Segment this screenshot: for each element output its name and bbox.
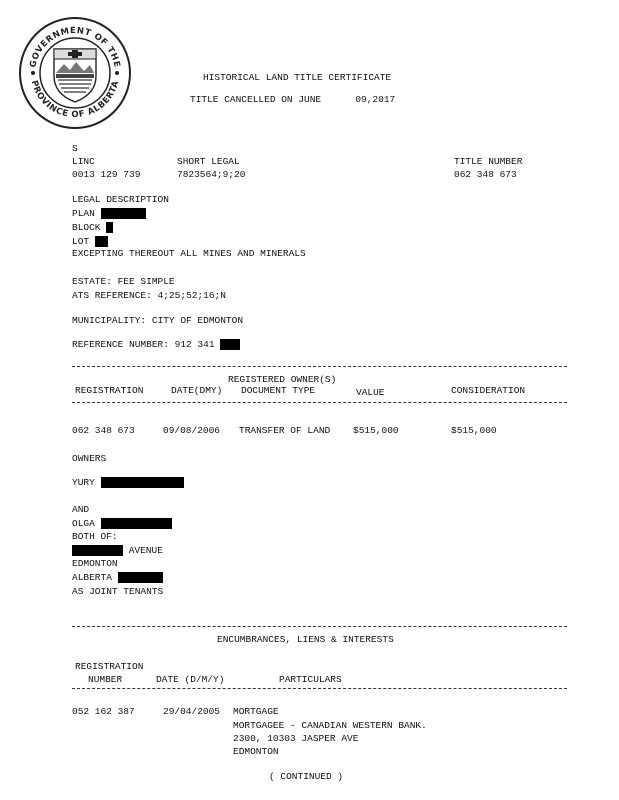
owner-reg-number: 062 348 673 xyxy=(72,425,135,436)
plan-line xyxy=(72,208,146,219)
municipality: MUNICIPALITY: CITY OF EDMONTON xyxy=(72,315,244,326)
enc-date: 29/04/2005 xyxy=(163,706,221,717)
redaction xyxy=(106,222,113,233)
col-consideration: CONSIDERATION xyxy=(451,385,526,396)
exception-text: EXCEPTING THEREOUT ALL MINES AND MINERALS xyxy=(72,248,306,259)
owner-province: ALBERTA xyxy=(72,572,112,583)
owner-value: $515,000 xyxy=(353,425,399,436)
government-seal xyxy=(18,16,132,130)
divider xyxy=(72,688,567,689)
continued-marker: ( CONTINUED ) xyxy=(269,771,344,782)
seal-top-text: GOVERNMENT OF THE xyxy=(28,25,122,69)
legal-description-heading: LEGAL DESCRIPTION xyxy=(72,194,169,205)
owner-doc-type: TRANSFER OF LAND xyxy=(239,425,331,436)
estate-text: ESTATE: FEE SIMPLE xyxy=(72,276,175,287)
redaction xyxy=(101,208,146,219)
owner1-name: YURY xyxy=(72,477,95,488)
short-legal-label: SHORT LEGAL xyxy=(177,156,240,167)
enc-address: 2300, 10303 JASPER AVE xyxy=(233,733,359,744)
owners-heading: OWNERS xyxy=(72,453,107,464)
both-of: BOTH OF: xyxy=(72,531,118,542)
ats-reference: ATS REFERENCE: 4;25;52;16;N xyxy=(72,290,226,301)
address-line xyxy=(72,545,163,556)
lot-line xyxy=(72,236,108,247)
certificate-title: HISTORICAL LAND TITLE CERTIFICATE xyxy=(203,72,392,83)
linc-value: 0013 129 739 xyxy=(72,169,141,180)
enc-header-number: NUMBER xyxy=(88,674,123,685)
avenue-text: AVENUE xyxy=(128,545,163,556)
enc-header-registration: REGISTRATION xyxy=(75,661,144,672)
col-registration: REGISTRATION xyxy=(75,385,144,396)
owner1-line xyxy=(72,477,184,488)
block-label: BLOCK xyxy=(72,222,101,233)
seal-bottom-text: PROVINCE OF ALBERTA xyxy=(28,79,122,121)
enc-city: EDMONTON xyxy=(233,746,279,757)
and-text: AND xyxy=(72,504,90,515)
title-number-value: 062 348 673 xyxy=(454,169,517,180)
title-number-label: TITLE NUMBER xyxy=(454,156,523,167)
s-marker: S xyxy=(72,143,78,154)
owner-consideration: $515,000 xyxy=(451,425,497,436)
enc-number: 052 162 387 xyxy=(72,706,135,717)
redaction xyxy=(101,477,184,488)
reference-number: REFERENCE NUMBER: 912 341 xyxy=(72,339,215,350)
redaction xyxy=(220,339,240,350)
block-line xyxy=(72,222,113,233)
linc-label: LINC xyxy=(72,156,95,167)
lot-label: LOT xyxy=(72,236,90,247)
redaction xyxy=(95,236,108,247)
col-date: DATE(DMY) xyxy=(171,385,223,396)
redaction xyxy=(72,545,123,556)
redaction xyxy=(101,518,172,529)
enc-type: MORTGAGE xyxy=(233,706,279,717)
owner2-line xyxy=(72,518,172,529)
plan-label: PLAN xyxy=(72,208,95,219)
enc-header-date: DATE (D/M/Y) xyxy=(156,674,225,685)
divider xyxy=(72,626,567,627)
divider xyxy=(72,402,567,403)
enc-mortgagee: MORTGAGEE - CANADIAN WESTERN BANK. xyxy=(233,720,427,731)
divider xyxy=(72,366,567,367)
col-document-type: DOCUMENT TYPE xyxy=(241,385,316,396)
cancellation-line: TITLE CANCELLED ON JUNE 09,2017 xyxy=(190,94,396,105)
enc-header-particulars: PARTICULARS xyxy=(279,674,342,685)
short-legal-value: 7823564;9;20 xyxy=(177,169,246,180)
redaction xyxy=(118,572,163,583)
coat-of-arms-icon xyxy=(54,49,96,102)
reference-line xyxy=(72,339,240,350)
owner-reg-date: 09/08/2006 xyxy=(163,425,221,436)
tenancy: AS JOINT TENANTS xyxy=(72,586,164,597)
encumbrances-title: ENCUMBRANCES, LIENS & INTERESTS xyxy=(217,634,394,645)
owner2-name: OLGA xyxy=(72,518,95,529)
province-line xyxy=(72,572,163,583)
registered-owners-title: REGISTERED OWNER(S) xyxy=(228,374,337,385)
col-value: VALUE xyxy=(356,387,385,398)
owner-city: EDMONTON xyxy=(72,558,118,569)
